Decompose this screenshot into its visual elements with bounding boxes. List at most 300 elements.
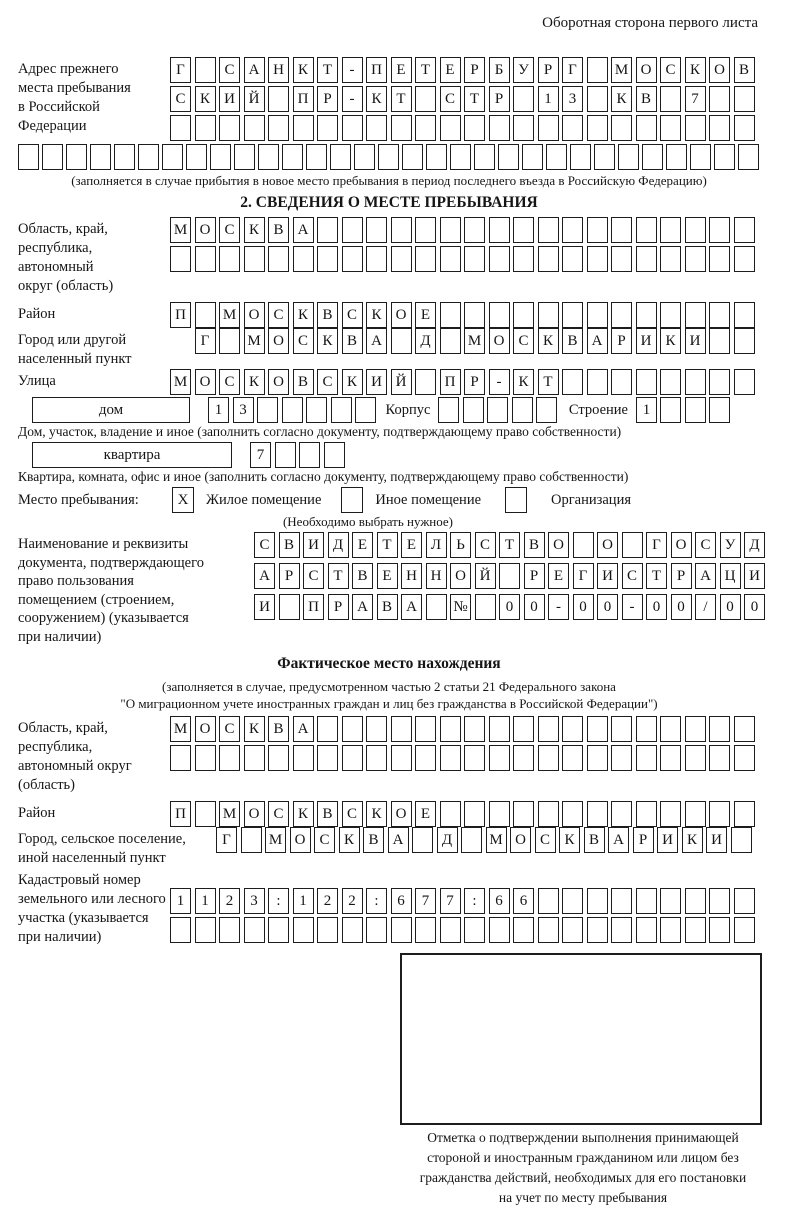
char-box[interactable]: У bbox=[720, 532, 741, 558]
char-box[interactable]: 2 bbox=[219, 888, 240, 914]
char-box[interactable]: Р bbox=[611, 328, 632, 354]
char-box[interactable] bbox=[587, 888, 608, 914]
char-box[interactable]: С bbox=[695, 532, 716, 558]
char-box[interactable]: О bbox=[489, 328, 510, 354]
char-box[interactable]: 3 bbox=[244, 888, 265, 914]
char-box[interactable]: О bbox=[597, 532, 618, 558]
char-box[interactable] bbox=[342, 716, 363, 742]
char-box[interactable] bbox=[666, 144, 687, 170]
char-box[interactable]: И bbox=[636, 328, 657, 354]
char-box[interactable] bbox=[330, 144, 351, 170]
char-box[interactable]: В bbox=[268, 217, 289, 243]
char-box[interactable] bbox=[538, 302, 559, 328]
char-box[interactable] bbox=[573, 532, 594, 558]
char-box[interactable] bbox=[709, 801, 730, 827]
char-box[interactable]: К bbox=[538, 328, 559, 354]
char-box[interactable] bbox=[709, 369, 730, 395]
char-box[interactable]: С bbox=[219, 217, 240, 243]
char-box[interactable]: Ц bbox=[720, 563, 741, 589]
char-box[interactable] bbox=[426, 594, 447, 620]
char-box[interactable] bbox=[660, 86, 681, 112]
char-box[interactable]: И bbox=[366, 369, 387, 395]
char-box[interactable] bbox=[440, 328, 461, 354]
char-box[interactable] bbox=[195, 917, 216, 943]
char-box[interactable] bbox=[685, 745, 706, 771]
char-box[interactable]: А bbox=[695, 563, 716, 589]
char-box[interactable] bbox=[366, 917, 387, 943]
char-box[interactable] bbox=[587, 369, 608, 395]
char-box[interactable]: В bbox=[279, 532, 300, 558]
char-box[interactable]: К bbox=[342, 369, 363, 395]
char-box[interactable] bbox=[562, 302, 583, 328]
char-box[interactable]: Т bbox=[538, 369, 559, 395]
char-box[interactable]: № bbox=[450, 594, 471, 620]
char-box[interactable] bbox=[489, 302, 510, 328]
char-box[interactable]: - bbox=[489, 369, 510, 395]
char-box[interactable] bbox=[42, 144, 63, 170]
char-box[interactable] bbox=[562, 801, 583, 827]
char-box[interactable] bbox=[685, 302, 706, 328]
char-box[interactable] bbox=[438, 397, 459, 423]
char-box[interactable]: 0 bbox=[573, 594, 594, 620]
char-box[interactable] bbox=[734, 217, 755, 243]
char-box[interactable] bbox=[611, 716, 632, 742]
char-box[interactable]: М bbox=[611, 57, 632, 83]
char-box[interactable]: Е bbox=[440, 57, 461, 83]
char-box[interactable]: С bbox=[342, 801, 363, 827]
char-box[interactable] bbox=[587, 246, 608, 272]
char-box[interactable] bbox=[219, 745, 240, 771]
char-box[interactable] bbox=[587, 716, 608, 742]
char-box[interactable] bbox=[461, 827, 482, 853]
char-box[interactable] bbox=[513, 246, 534, 272]
char-box[interactable] bbox=[170, 115, 191, 141]
char-box[interactable] bbox=[415, 86, 436, 112]
char-box[interactable] bbox=[195, 801, 216, 827]
char-box[interactable] bbox=[464, 115, 485, 141]
char-box[interactable]: О bbox=[244, 801, 265, 827]
char-box[interactable]: К bbox=[559, 827, 580, 853]
char-box[interactable] bbox=[415, 115, 436, 141]
char-box[interactable]: 3 bbox=[233, 397, 254, 423]
char-box[interactable] bbox=[391, 217, 412, 243]
char-box[interactable] bbox=[463, 397, 484, 423]
char-box[interactable]: Е bbox=[548, 563, 569, 589]
char-box[interactable] bbox=[611, 217, 632, 243]
char-box[interactable]: В bbox=[636, 86, 657, 112]
char-box[interactable] bbox=[587, 801, 608, 827]
char-box[interactable] bbox=[162, 144, 183, 170]
char-box[interactable]: Р bbox=[489, 86, 510, 112]
char-box[interactable]: В bbox=[352, 563, 373, 589]
char-box[interactable] bbox=[450, 144, 471, 170]
char-box[interactable]: 0 bbox=[720, 594, 741, 620]
char-box[interactable] bbox=[685, 115, 706, 141]
char-box[interactable]: В bbox=[584, 827, 605, 853]
char-box[interactable]: У bbox=[513, 57, 534, 83]
char-box[interactable]: А bbox=[244, 57, 265, 83]
char-box[interactable]: К bbox=[317, 328, 338, 354]
char-box[interactable]: М bbox=[219, 801, 240, 827]
char-box[interactable] bbox=[440, 217, 461, 243]
char-box[interactable] bbox=[538, 217, 559, 243]
char-box[interactable] bbox=[426, 144, 447, 170]
char-box[interactable]: К bbox=[293, 57, 314, 83]
char-box[interactable]: О bbox=[548, 532, 569, 558]
char-box[interactable] bbox=[636, 302, 657, 328]
char-box[interactable] bbox=[219, 328, 240, 354]
char-box[interactable] bbox=[415, 369, 436, 395]
char-box[interactable] bbox=[611, 917, 632, 943]
char-box[interactable] bbox=[587, 745, 608, 771]
char-box[interactable]: Р bbox=[464, 57, 485, 83]
char-box[interactable]: В bbox=[734, 57, 755, 83]
char-box[interactable]: С bbox=[475, 532, 496, 558]
char-box[interactable] bbox=[244, 246, 265, 272]
char-box[interactable] bbox=[195, 302, 216, 328]
char-box[interactable] bbox=[282, 144, 303, 170]
char-box[interactable] bbox=[440, 745, 461, 771]
char-box[interactable] bbox=[440, 801, 461, 827]
char-box[interactable]: А bbox=[293, 716, 314, 742]
char-box[interactable] bbox=[709, 745, 730, 771]
char-box[interactable] bbox=[685, 801, 706, 827]
char-box[interactable] bbox=[18, 144, 39, 170]
char-box[interactable] bbox=[538, 115, 559, 141]
char-box[interactable] bbox=[587, 57, 608, 83]
char-box[interactable]: А bbox=[608, 827, 629, 853]
char-box[interactable]: К bbox=[685, 57, 706, 83]
char-box[interactable]: М bbox=[244, 328, 265, 354]
char-box[interactable] bbox=[562, 917, 583, 943]
char-box[interactable]: Й bbox=[475, 563, 496, 589]
char-box[interactable]: Т bbox=[328, 563, 349, 589]
char-box[interactable] bbox=[186, 144, 207, 170]
char-box[interactable] bbox=[714, 144, 735, 170]
char-box[interactable] bbox=[66, 144, 87, 170]
char-box[interactable] bbox=[562, 369, 583, 395]
char-box[interactable] bbox=[489, 246, 510, 272]
char-box[interactable] bbox=[734, 745, 755, 771]
char-box[interactable]: Н bbox=[268, 57, 289, 83]
char-box[interactable]: Р bbox=[464, 369, 485, 395]
char-box[interactable]: Р bbox=[524, 563, 545, 589]
char-box[interactable] bbox=[562, 246, 583, 272]
char-box[interactable] bbox=[489, 745, 510, 771]
char-box[interactable]: А bbox=[401, 594, 422, 620]
char-box[interactable] bbox=[660, 801, 681, 827]
char-box[interactable] bbox=[195, 57, 216, 83]
char-box[interactable] bbox=[709, 328, 730, 354]
char-box[interactable] bbox=[195, 246, 216, 272]
char-box[interactable]: Е bbox=[401, 532, 422, 558]
char-box[interactable] bbox=[279, 594, 300, 620]
char-box[interactable]: 6 bbox=[391, 888, 412, 914]
char-box[interactable]: Н bbox=[426, 563, 447, 589]
char-box[interactable] bbox=[440, 917, 461, 943]
char-box[interactable] bbox=[660, 917, 681, 943]
char-box[interactable] bbox=[513, 217, 534, 243]
checkbox-organizaciya[interactable] bbox=[505, 487, 527, 513]
char-box[interactable]: Т bbox=[646, 563, 667, 589]
char-box[interactable] bbox=[415, 217, 436, 243]
char-box[interactable] bbox=[268, 246, 289, 272]
char-box[interactable]: О bbox=[671, 532, 692, 558]
char-box[interactable] bbox=[499, 563, 520, 589]
char-box[interactable]: С bbox=[314, 827, 335, 853]
char-box[interactable] bbox=[464, 302, 485, 328]
char-box[interactable] bbox=[402, 144, 423, 170]
char-box[interactable]: Т bbox=[317, 57, 338, 83]
char-box[interactable] bbox=[570, 144, 591, 170]
char-box[interactable]: О bbox=[450, 563, 471, 589]
char-box[interactable]: С bbox=[342, 302, 363, 328]
char-box[interactable]: 0 bbox=[671, 594, 692, 620]
char-box[interactable] bbox=[685, 888, 706, 914]
char-box[interactable] bbox=[562, 716, 583, 742]
char-box[interactable] bbox=[464, 801, 485, 827]
char-box[interactable] bbox=[282, 397, 303, 423]
char-box[interactable] bbox=[538, 246, 559, 272]
char-box[interactable]: Р bbox=[633, 827, 654, 853]
char-box[interactable] bbox=[244, 917, 265, 943]
char-box[interactable] bbox=[734, 328, 755, 354]
char-box[interactable] bbox=[391, 917, 412, 943]
char-box[interactable] bbox=[475, 594, 496, 620]
char-box[interactable] bbox=[306, 397, 327, 423]
char-box[interactable] bbox=[611, 801, 632, 827]
char-box[interactable] bbox=[587, 86, 608, 112]
char-box[interactable] bbox=[562, 745, 583, 771]
char-box[interactable] bbox=[562, 217, 583, 243]
char-box[interactable] bbox=[342, 745, 363, 771]
char-box[interactable] bbox=[440, 716, 461, 742]
char-box[interactable] bbox=[391, 246, 412, 272]
char-box[interactable] bbox=[513, 745, 534, 771]
char-box[interactable] bbox=[366, 217, 387, 243]
char-box[interactable] bbox=[538, 917, 559, 943]
char-box[interactable]: С bbox=[219, 57, 240, 83]
char-box[interactable] bbox=[464, 716, 485, 742]
char-box[interactable] bbox=[636, 115, 657, 141]
char-box[interactable] bbox=[489, 115, 510, 141]
char-box[interactable]: Р bbox=[671, 563, 692, 589]
char-box[interactable] bbox=[587, 917, 608, 943]
char-box[interactable] bbox=[306, 144, 327, 170]
char-box[interactable] bbox=[210, 144, 231, 170]
char-box[interactable] bbox=[562, 115, 583, 141]
char-box[interactable] bbox=[709, 86, 730, 112]
char-box[interactable]: И bbox=[685, 328, 706, 354]
char-box[interactable]: Е bbox=[391, 57, 412, 83]
char-box[interactable] bbox=[234, 144, 255, 170]
char-box[interactable] bbox=[538, 716, 559, 742]
char-box[interactable]: К bbox=[366, 302, 387, 328]
char-box[interactable] bbox=[734, 917, 755, 943]
char-box[interactable]: В bbox=[268, 716, 289, 742]
char-box[interactable] bbox=[342, 115, 363, 141]
char-box[interactable] bbox=[546, 144, 567, 170]
char-box[interactable]: 7 bbox=[440, 888, 461, 914]
char-box[interactable] bbox=[738, 144, 759, 170]
char-box[interactable]: 1 bbox=[208, 397, 229, 423]
char-box[interactable]: В bbox=[317, 801, 338, 827]
char-box[interactable] bbox=[587, 302, 608, 328]
char-box[interactable]: О bbox=[709, 57, 730, 83]
char-box[interactable] bbox=[513, 86, 534, 112]
char-box[interactable]: : bbox=[464, 888, 485, 914]
char-box[interactable] bbox=[195, 115, 216, 141]
char-box[interactable]: - bbox=[342, 86, 363, 112]
char-box[interactable]: 0 bbox=[744, 594, 765, 620]
char-box[interactable] bbox=[709, 217, 730, 243]
char-box[interactable]: Т bbox=[499, 532, 520, 558]
char-box[interactable] bbox=[660, 397, 681, 423]
char-box[interactable]: 0 bbox=[524, 594, 545, 620]
char-box[interactable] bbox=[489, 217, 510, 243]
char-box[interactable] bbox=[538, 801, 559, 827]
char-box[interactable]: О bbox=[391, 302, 412, 328]
char-box[interactable]: Г bbox=[562, 57, 583, 83]
char-box[interactable] bbox=[342, 217, 363, 243]
char-box[interactable] bbox=[513, 917, 534, 943]
char-box[interactable]: 7 bbox=[250, 442, 271, 468]
char-box[interactable] bbox=[293, 115, 314, 141]
checkbox-zhiloe[interactable]: X bbox=[172, 487, 194, 513]
char-box[interactable] bbox=[464, 745, 485, 771]
char-box[interactable] bbox=[317, 115, 338, 141]
char-box[interactable] bbox=[391, 328, 412, 354]
char-box[interactable]: П bbox=[293, 86, 314, 112]
char-box[interactable] bbox=[660, 246, 681, 272]
char-box[interactable] bbox=[636, 801, 657, 827]
char-box[interactable] bbox=[734, 302, 755, 328]
char-box[interactable]: К bbox=[293, 801, 314, 827]
char-box[interactable] bbox=[536, 397, 557, 423]
char-box[interactable] bbox=[636, 217, 657, 243]
char-box[interactable]: А bbox=[254, 563, 275, 589]
char-box[interactable]: И bbox=[219, 86, 240, 112]
char-box[interactable] bbox=[241, 827, 262, 853]
char-box[interactable] bbox=[464, 217, 485, 243]
char-box[interactable] bbox=[391, 716, 412, 742]
char-box[interactable] bbox=[587, 115, 608, 141]
char-box[interactable] bbox=[636, 369, 657, 395]
char-box[interactable] bbox=[415, 745, 436, 771]
char-box[interactable]: О bbox=[636, 57, 657, 83]
char-box[interactable] bbox=[440, 246, 461, 272]
char-box[interactable]: С bbox=[219, 369, 240, 395]
char-box[interactable]: О bbox=[195, 217, 216, 243]
char-box[interactable] bbox=[622, 532, 643, 558]
char-box[interactable] bbox=[660, 369, 681, 395]
char-box[interactable] bbox=[685, 917, 706, 943]
char-box[interactable] bbox=[709, 716, 730, 742]
char-box[interactable]: 1 bbox=[636, 397, 657, 423]
char-box[interactable]: М bbox=[265, 827, 286, 853]
char-box[interactable] bbox=[355, 397, 376, 423]
char-box[interactable] bbox=[709, 397, 730, 423]
char-box[interactable] bbox=[440, 115, 461, 141]
char-box[interactable] bbox=[731, 827, 752, 853]
char-box[interactable]: С bbox=[170, 86, 191, 112]
char-box[interactable]: Й bbox=[391, 369, 412, 395]
char-box[interactable] bbox=[366, 246, 387, 272]
char-box[interactable]: 0 bbox=[597, 594, 618, 620]
char-box[interactable] bbox=[513, 302, 534, 328]
char-box[interactable] bbox=[415, 716, 436, 742]
char-box[interactable]: И bbox=[254, 594, 275, 620]
char-box[interactable] bbox=[391, 745, 412, 771]
char-box[interactable] bbox=[611, 302, 632, 328]
char-box[interactable] bbox=[709, 246, 730, 272]
char-box[interactable] bbox=[464, 917, 485, 943]
char-box[interactable]: С bbox=[513, 328, 534, 354]
char-box[interactable]: О bbox=[244, 302, 265, 328]
char-box[interactable]: 3 bbox=[562, 86, 583, 112]
char-box[interactable] bbox=[366, 745, 387, 771]
char-box[interactable]: Е bbox=[377, 563, 398, 589]
char-box[interactable] bbox=[138, 144, 159, 170]
char-box[interactable] bbox=[378, 144, 399, 170]
char-box[interactable]: М bbox=[486, 827, 507, 853]
char-box[interactable]: К bbox=[339, 827, 360, 853]
char-box[interactable] bbox=[415, 246, 436, 272]
char-box[interactable]: С bbox=[535, 827, 556, 853]
char-box[interactable] bbox=[268, 917, 289, 943]
char-box[interactable]: 7 bbox=[415, 888, 436, 914]
char-box[interactable]: В bbox=[524, 532, 545, 558]
char-box[interactable]: А bbox=[352, 594, 373, 620]
char-box[interactable]: И bbox=[303, 532, 324, 558]
char-box[interactable] bbox=[611, 369, 632, 395]
char-box[interactable]: Д bbox=[437, 827, 458, 853]
char-box[interactable] bbox=[489, 801, 510, 827]
char-box[interactable]: А bbox=[293, 217, 314, 243]
char-box[interactable] bbox=[474, 144, 495, 170]
char-box[interactable]: С bbox=[317, 369, 338, 395]
char-box[interactable] bbox=[660, 302, 681, 328]
char-box[interactable] bbox=[513, 115, 534, 141]
char-box[interactable] bbox=[690, 144, 711, 170]
char-box[interactable] bbox=[594, 144, 615, 170]
char-box[interactable]: Р bbox=[317, 86, 338, 112]
char-box[interactable]: Д bbox=[744, 532, 765, 558]
char-box[interactable]: О bbox=[195, 369, 216, 395]
char-box[interactable]: 1 bbox=[195, 888, 216, 914]
char-box[interactable] bbox=[734, 86, 755, 112]
char-box[interactable]: Н bbox=[401, 563, 422, 589]
char-box[interactable]: К bbox=[660, 328, 681, 354]
char-box[interactable]: П bbox=[303, 594, 324, 620]
char-box[interactable] bbox=[709, 302, 730, 328]
char-box[interactable] bbox=[611, 246, 632, 272]
char-box[interactable]: С bbox=[303, 563, 324, 589]
char-box[interactable] bbox=[685, 716, 706, 742]
char-box[interactable] bbox=[611, 115, 632, 141]
char-box[interactable]: С bbox=[268, 801, 289, 827]
char-box[interactable]: Т bbox=[391, 86, 412, 112]
char-box[interactable]: А bbox=[587, 328, 608, 354]
char-box[interactable]: : bbox=[268, 888, 289, 914]
char-box[interactable]: Г bbox=[170, 57, 191, 83]
char-box[interactable] bbox=[660, 745, 681, 771]
char-box[interactable] bbox=[391, 115, 412, 141]
char-box[interactable]: С bbox=[660, 57, 681, 83]
char-box[interactable] bbox=[366, 716, 387, 742]
char-box[interactable] bbox=[293, 917, 314, 943]
char-box[interactable] bbox=[170, 917, 191, 943]
